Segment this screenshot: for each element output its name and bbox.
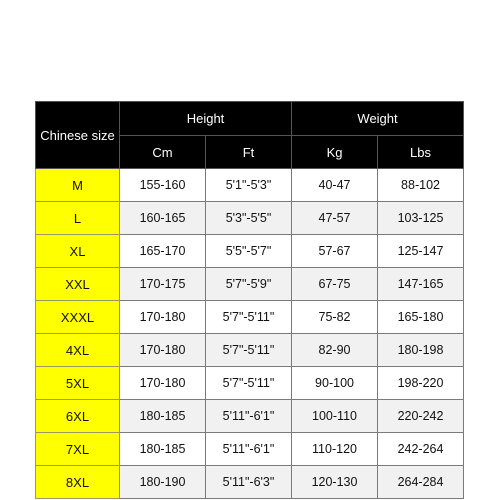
ft-header: Ft: [206, 136, 292, 169]
weight-lbs-cell: 198-220: [378, 367, 464, 400]
table-row: [36, 367, 464, 400]
height-cm-cell: 180-185: [120, 433, 206, 466]
size-cell: XXXL: [36, 301, 120, 334]
weight-lbs-cell: 103-125: [378, 202, 464, 235]
table-row: [36, 268, 464, 301]
weight-kg-cell: 100-110: [292, 400, 378, 433]
height-ft-cell: 5'11"-6'3": [206, 466, 292, 499]
table-row: [36, 202, 464, 235]
height-cm-cell: 165-170: [120, 235, 206, 268]
weight-lbs-cell: 165-180: [378, 301, 464, 334]
table-body: [36, 169, 464, 499]
size-cell: 6XL: [36, 400, 120, 433]
height-cm-cell: 170-180: [120, 301, 206, 334]
height-cm-cell: 170-175: [120, 268, 206, 301]
weight-kg-cell: 67-75: [292, 268, 378, 301]
lbs-header: Lbs: [378, 136, 464, 169]
height-cm-cell: 170-180: [120, 334, 206, 367]
height-ft-cell: 5'7"-5'11": [206, 301, 292, 334]
table-row: [36, 433, 464, 466]
cm-header: Cm: [120, 136, 206, 169]
weight-kg-cell: 90-100: [292, 367, 378, 400]
height-ft-cell: 5'7"-5'11": [206, 334, 292, 367]
table-row: [36, 400, 464, 433]
table-row: [36, 301, 464, 334]
weight-lbs-cell: 264-284: [378, 466, 464, 499]
size-cell: 7XL: [36, 433, 120, 466]
size-chart: [35, 101, 463, 499]
table-row: [36, 334, 464, 367]
size-cell: 5XL: [36, 367, 120, 400]
weight-kg-cell: 47-57: [292, 202, 378, 235]
chinese-size-header: Chinese size: [36, 102, 120, 169]
height-ft-cell: 5'5"-5'7": [206, 235, 292, 268]
height-ft-cell: 5'11"-6'1": [206, 400, 292, 433]
weight-kg-cell: 82-90: [292, 334, 378, 367]
height-header: Height: [120, 102, 292, 136]
table-row: [36, 466, 464, 499]
weight-kg-cell: 75-82: [292, 301, 378, 334]
weight-lbs-cell: 88-102: [378, 169, 464, 202]
weight-lbs-cell: 180-198: [378, 334, 464, 367]
size-cell: M: [36, 169, 120, 202]
weight-lbs-cell: 220-242: [378, 400, 464, 433]
height-cm-cell: 180-190: [120, 466, 206, 499]
table-header: [36, 102, 464, 169]
kg-header: Kg: [292, 136, 378, 169]
weight-kg-cell: 120-130: [292, 466, 378, 499]
size-cell: L: [36, 202, 120, 235]
weight-lbs-cell: 125-147: [378, 235, 464, 268]
weight-header: Weight: [292, 102, 464, 136]
height-cm-cell: 180-185: [120, 400, 206, 433]
height-ft-cell: 5'11"-6'1": [206, 433, 292, 466]
size-cell: XL: [36, 235, 120, 268]
table-row: [36, 235, 464, 268]
size-chart-table: [35, 101, 464, 499]
size-cell: 8XL: [36, 466, 120, 499]
weight-kg-cell: 57-67: [292, 235, 378, 268]
height-cm-cell: 160-165: [120, 202, 206, 235]
height-ft-cell: 5'7"-5'11": [206, 367, 292, 400]
table-row: [36, 169, 464, 202]
height-cm-cell: 170-180: [120, 367, 206, 400]
height-cm-cell: 155-160: [120, 169, 206, 202]
height-ft-cell: 5'7"-5'9": [206, 268, 292, 301]
height-ft-cell: 5'3"-5'5": [206, 202, 292, 235]
weight-kg-cell: 110-120: [292, 433, 378, 466]
size-cell: 4XL: [36, 334, 120, 367]
weight-kg-cell: 40-47: [292, 169, 378, 202]
weight-lbs-cell: 242-264: [378, 433, 464, 466]
height-ft-cell: 5'1"-5'3": [206, 169, 292, 202]
size-cell: XXL: [36, 268, 120, 301]
weight-lbs-cell: 147-165: [378, 268, 464, 301]
